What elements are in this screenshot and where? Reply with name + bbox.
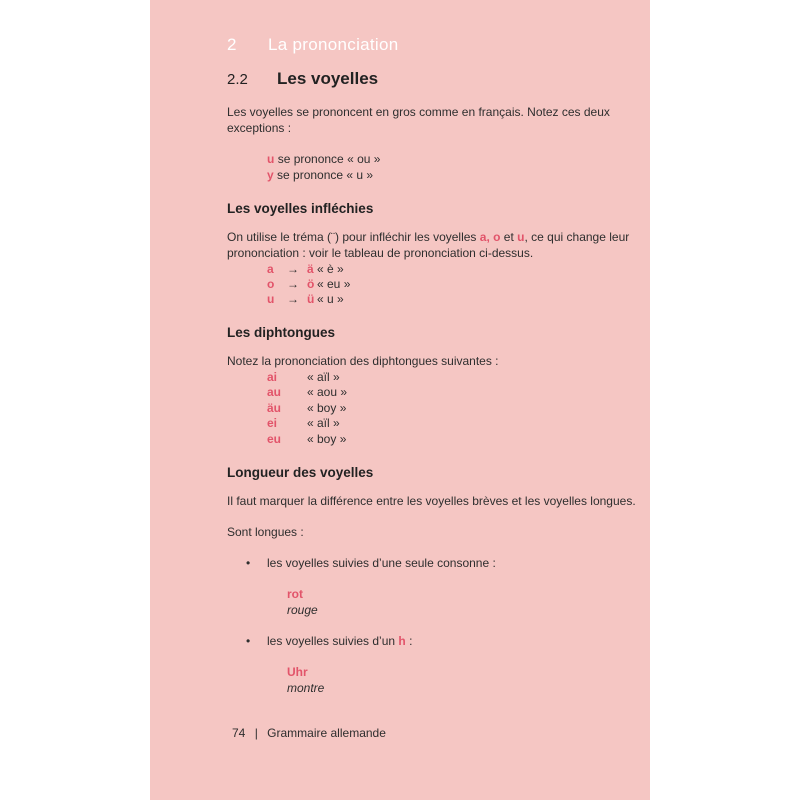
diphthong: au [267, 385, 282, 399]
arrow-icon: → [287, 262, 299, 276]
text-segment: , ce qui change leur [524, 230, 630, 244]
chapter-header [227, 35, 399, 55]
exception-text: se prononce « ou » [277, 152, 381, 166]
arrow-icon: → [287, 292, 299, 306]
vowel-u: u [517, 230, 525, 244]
separator: , [486, 230, 494, 244]
section-title: Les voyelles [277, 69, 379, 88]
exception-u [267, 151, 380, 167]
vowel-from: o [267, 277, 275, 291]
sound: « eu » [317, 277, 351, 291]
sound: « aïl » [307, 370, 340, 384]
sound: « boy » [307, 401, 347, 415]
umlaut-row [267, 261, 344, 277]
sound: « u » [317, 292, 344, 306]
example-word-1: rot [287, 587, 303, 601]
inflected-line-1 [227, 229, 629, 245]
vowel-a: a [479, 230, 487, 244]
umlaut-row [267, 291, 344, 307]
diphthong-row [267, 400, 346, 416]
text-segment: : [405, 634, 413, 648]
bullet-icon: • [246, 634, 251, 648]
text-segment: On utilise le tréma (¨) pour infléchir les voyelles [227, 230, 480, 244]
book-title: Grammaire allemande [267, 726, 386, 740]
intro-line-2: exceptions : [227, 121, 292, 135]
page-number: 74 [232, 726, 246, 740]
example-translation-1: rouge [287, 603, 318, 617]
sound: « aïl » [307, 416, 340, 430]
heading-vowel-length: Longueur des voyelles [227, 465, 374, 480]
diphthongs-intro: Notez la prononciation des diphtongues suivantes : [227, 354, 499, 368]
exception-y [267, 167, 373, 183]
footer-separator: | [254, 726, 258, 740]
diphthong: äu [267, 401, 282, 415]
heading-diphthongs: Les diphtongues [227, 325, 335, 340]
diphthong: ai [267, 370, 278, 384]
diphthong-row [267, 369, 340, 385]
chapter-number: 2 [227, 35, 237, 54]
vowel-from: a [267, 262, 274, 276]
vowel-to: ä [307, 262, 314, 276]
section-number: 2.2 [227, 71, 248, 88]
umlaut-row [267, 276, 350, 292]
arrow-icon: → [287, 277, 299, 291]
chapter-title: La prononciation [268, 35, 399, 54]
bullet-text-2 [267, 633, 412, 649]
vowel-from: u [267, 292, 275, 306]
diphthong: ei [267, 416, 278, 430]
diphthong-row [267, 431, 346, 447]
intro-line-1: Les voyelles se prononcent en gros comme en français. Notez ces deux [227, 105, 610, 119]
inflected-line-2: prononciation : voir le tableau de prononciation ci-dessus. [227, 246, 534, 260]
example-word-2: Uhr [287, 665, 308, 679]
diphthong: eu [267, 432, 282, 446]
sound: « boy » [307, 432, 347, 446]
text-segment: les voyelles suivies d’un [267, 634, 399, 648]
heading-inflected-vowels: Les voyelles infléchies [227, 201, 374, 216]
bullet-text-1: les voyelles suivies d’une seule consonne : [267, 556, 496, 570]
book-page [150, 0, 650, 800]
section-heading [227, 69, 378, 89]
length-long-label: Sont longues : [227, 525, 304, 539]
exception-text: se prononce « u » [277, 168, 374, 182]
diphthong-row [267, 415, 340, 431]
text-segment: et [500, 230, 518, 244]
letter-h: h [398, 634, 406, 648]
page-footer [232, 726, 386, 740]
diphthong-row [267, 384, 347, 400]
vowel-o: o [493, 230, 501, 244]
vowel-to: ü [307, 292, 315, 306]
sound: « è » [317, 262, 344, 276]
vowel-to: ö [307, 277, 315, 291]
exception-letter: y [267, 168, 274, 182]
length-paragraph: Il faut marquer la différence entre les voyelles brèves et les voyelles longues. [227, 494, 636, 508]
example-translation-2: montre [287, 681, 325, 695]
exception-letter: u [267, 152, 275, 166]
bullet-icon: • [246, 556, 251, 570]
sound: « aou » [307, 385, 348, 399]
